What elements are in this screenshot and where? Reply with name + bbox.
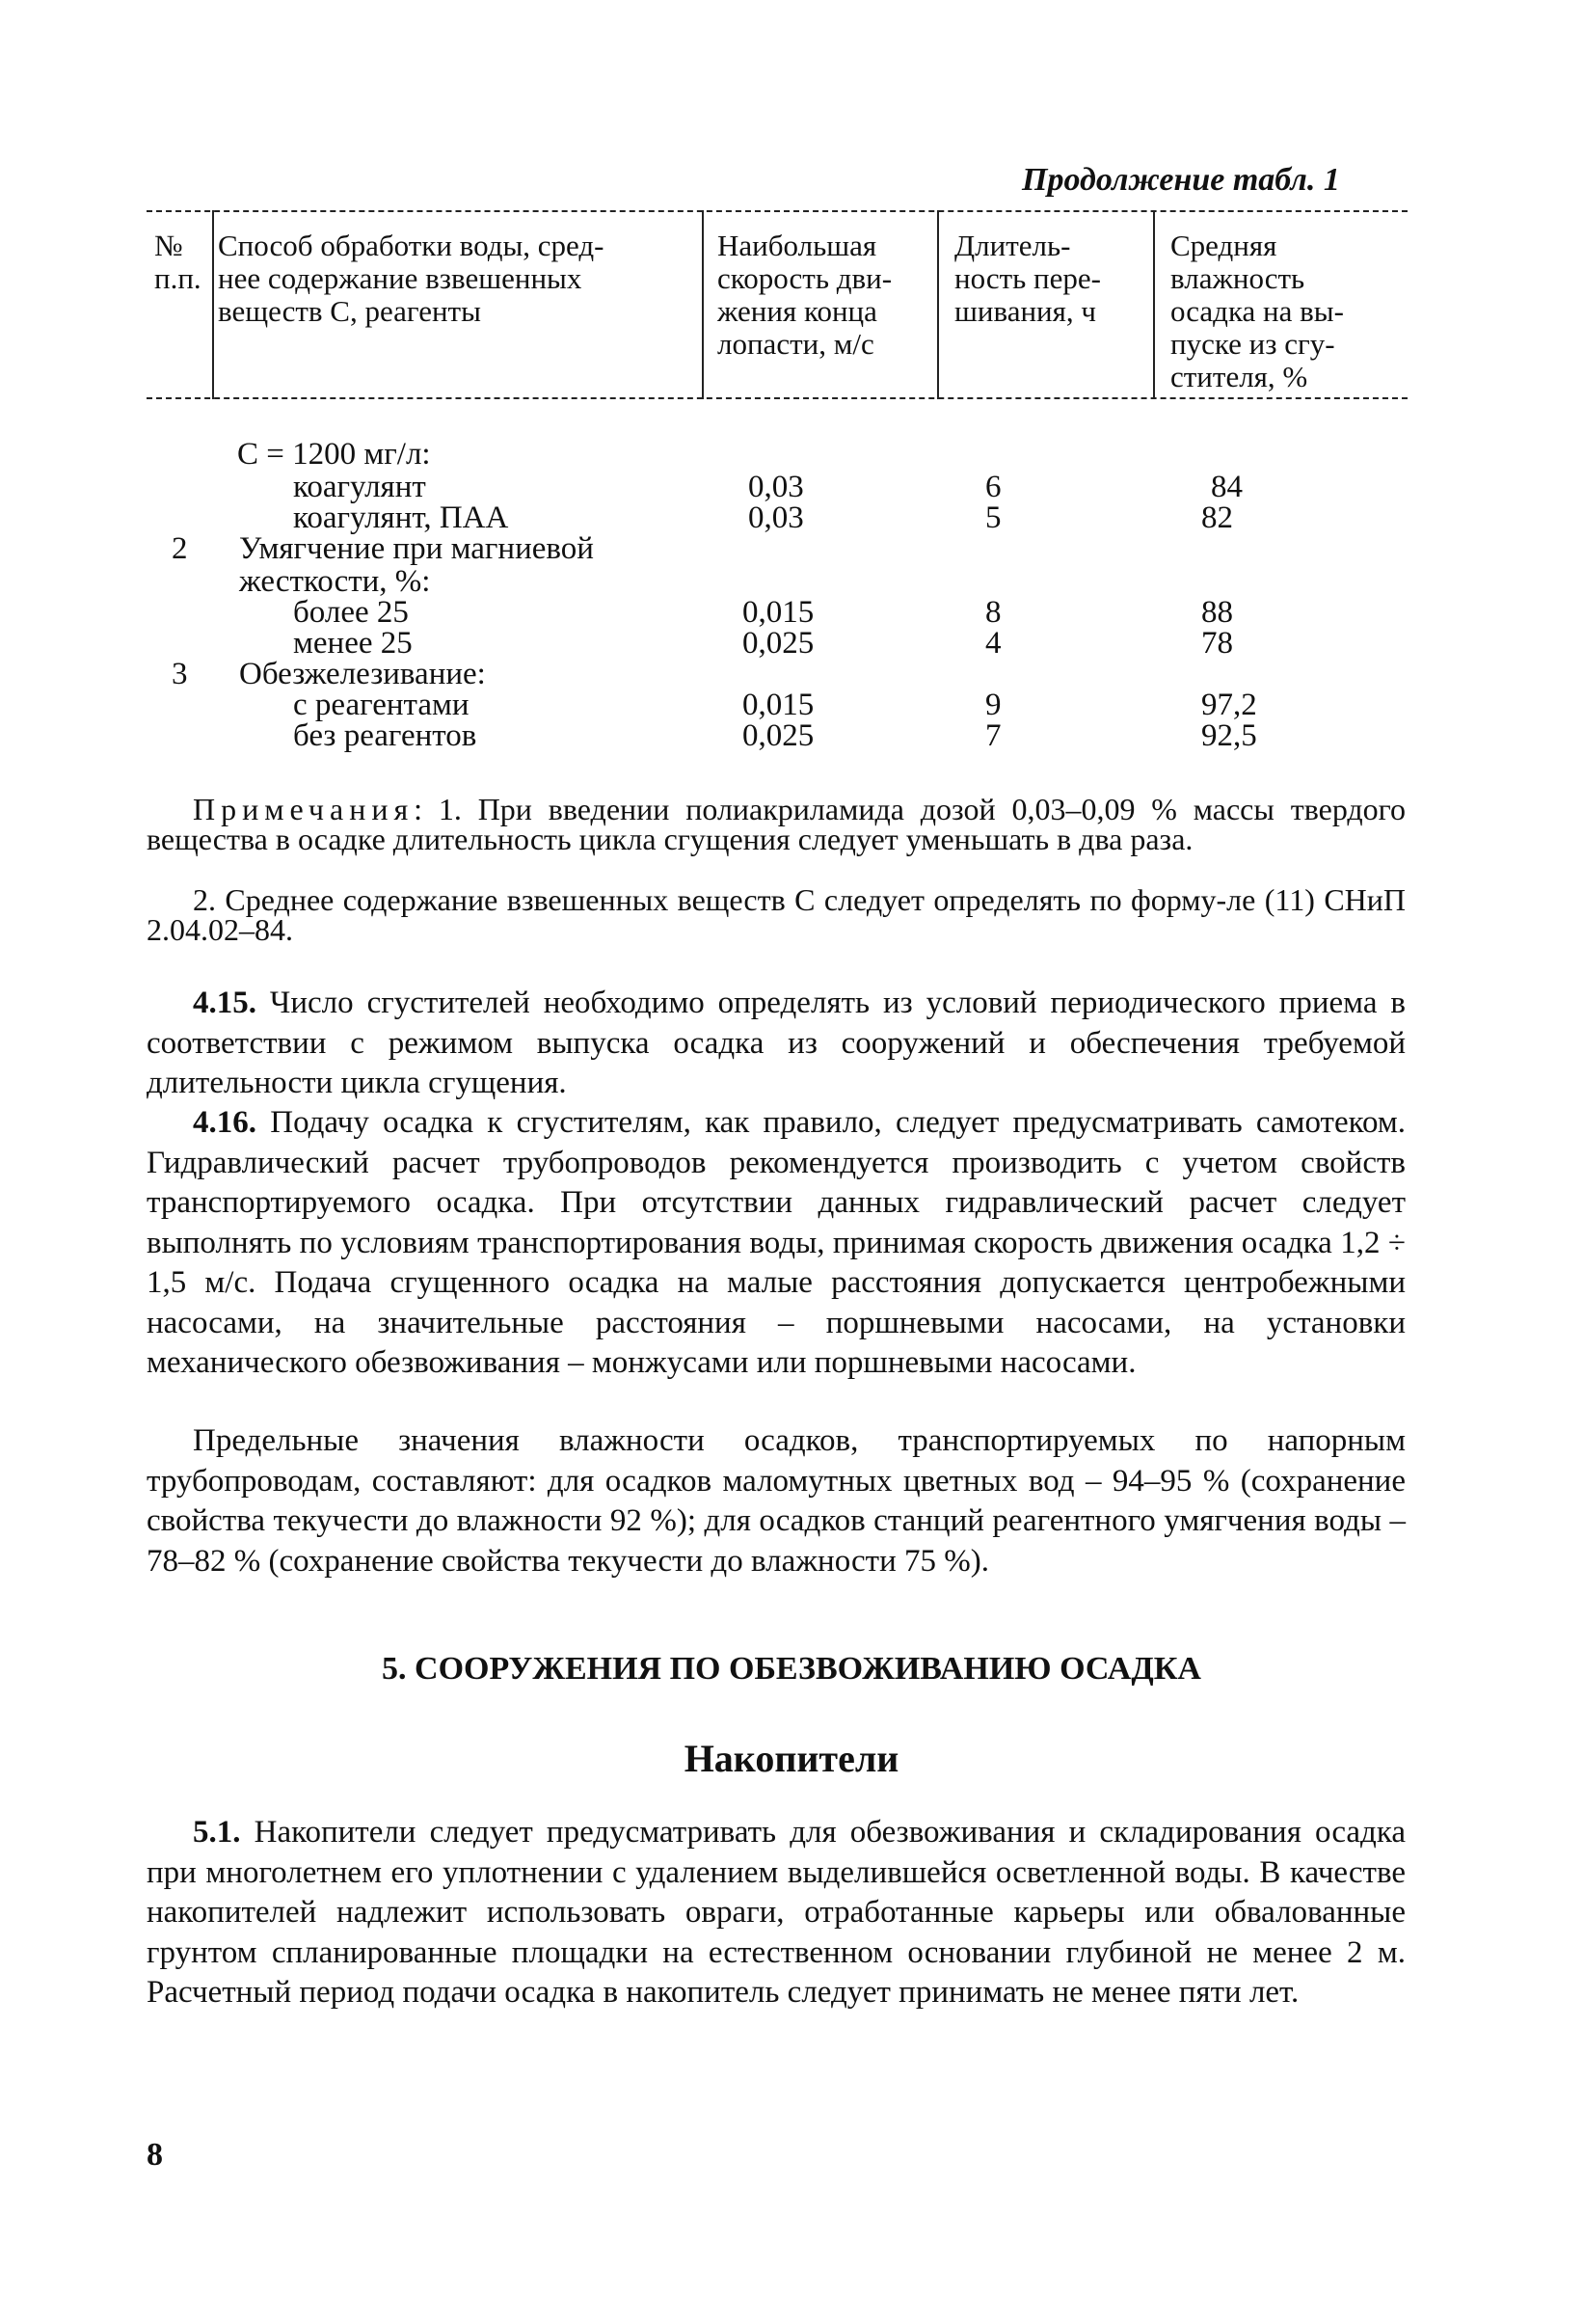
paragraph-text: Накопители следует предусматривать для обезвоживания и складирования осадка при многолетнем его уплотнении с удалением выделившейся осветленной воды. В качестве накопителей надлежит использовать овраги, отработанные карьеры или обвалованные грунтом спланированные площадки на естественном основании глубиной не менее 2 м. Расчетный период подачи осадка в накопитель следует принимать не менее пяти лет. (147, 1815, 1406, 2010)
table-cell-name: менее 25 (293, 626, 413, 661)
table-header-method: Способ обработки воды, сред- нее содержание взвешенных веществ С, реагенты (218, 229, 604, 328)
table-note-2 (147, 882, 1406, 947)
subsection-heading: Накопители (684, 1737, 899, 1780)
table-cell-name: коагулянт, ПАА (293, 500, 509, 535)
table-cell-duration: 6 (985, 470, 1002, 504)
table-header-speed: Наибольшая скорость дви- жения конца лопасти, м/с (717, 229, 893, 361)
table-header-num: № п.п. (154, 229, 201, 295)
table-cell-name: более 25 (293, 595, 409, 630)
table-cell-duration: 4 (985, 626, 1002, 661)
table-cell-name: коагулянт (293, 470, 426, 504)
table-cell-speed: 0,03 (748, 470, 804, 504)
table-column-divider (212, 210, 214, 399)
paragraph-humidity-limits (147, 1421, 1406, 1581)
table-cell-num: 2 (172, 531, 188, 566)
table-cell-name: без реагентов (293, 718, 477, 753)
table-cell-speed: 0,03 (748, 500, 804, 535)
table-header-bottom-rule (147, 397, 1408, 399)
note-1-text: : 1. При введении полиакриламида дозой 0,03–0,09 % массы твердого вещества в осадке длительность цикла сгущения следует уменьшать в два раза. (147, 792, 1406, 856)
paragraph-text: Число сгустителей необходимо определять из условий периодического приема в соответствии с режимом выпуска осадка из сооружений и обеспечения требуемой длительности цикла сгущения. (147, 986, 1406, 1100)
table-cell-humidity: 82 (1201, 500, 1233, 535)
table-cell-name: жесткости, %: (239, 564, 431, 599)
table-cell-duration: 5 (985, 500, 1002, 535)
page-number: 8 (147, 2137, 163, 2173)
table-cell-speed: 0,025 (742, 718, 815, 753)
table-column-divider (1153, 210, 1155, 399)
table-header-humidity: Средняя влажность осадка на вы- пуске из сгу- стителя, % (1170, 229, 1344, 393)
table-cell-humidity: 88 (1201, 595, 1233, 630)
table-cell-humidity: 97,2 (1201, 688, 1257, 722)
paragraph-number: 4.15. (193, 986, 256, 1020)
table-note-1 (147, 792, 1406, 856)
table-continuation-caption: Продолжение табл. 1 (1022, 162, 1340, 198)
table-cell-name: Обезжелезивание: (239, 657, 486, 691)
table-cell-duration: 8 (985, 595, 1002, 630)
table-column-divider (702, 210, 704, 399)
table-cell-speed: 0,025 (742, 626, 815, 661)
section-heading: 5. СООРУЖЕНИЯ ПО ОБЕЗВОЖИВАНИЮ ОСАДКА (382, 1651, 1201, 1687)
table-cell-duration: 9 (985, 688, 1002, 722)
table-cell-num: 3 (172, 657, 188, 691)
table-header-duration: Длитель- ность пере- шивания, ч (954, 229, 1101, 328)
table-cell-humidity: 78 (1201, 626, 1233, 661)
table-column-divider (937, 210, 939, 399)
table-cell-name: Умягчение при магниевой (239, 531, 594, 566)
table-cell-speed: 0,015 (742, 688, 815, 722)
paragraph-number: 4.16. (193, 1105, 256, 1140)
table-cell-humidity: 92,5 (1201, 718, 1257, 753)
table-cell-name: с реагентами (293, 688, 470, 722)
paragraph-4-15 (147, 984, 1406, 1104)
paragraph-4-16 (147, 1103, 1406, 1384)
notes-label: Примечания (193, 792, 415, 826)
note-2-text: 2. Среднее содержание взвешенных веществ С следует определять по форму-ле (11) СНиП 2.04.02–84. (147, 882, 1406, 947)
paragraph-number: 5.1. (193, 1815, 241, 1850)
paragraph-text: Предельные значения влажности осадков, транспортируемых по напорным трубопроводам, составляют: для осадков маломутных цветных вод – 94–95 % (сохранение свойства текучести до влажности 92 %); для осадков станций реагентного умягчения воды – 78–82 % (сохранение свойства текучести до влажности 75 %). (147, 1423, 1406, 1579)
table-cell-speed: 0,015 (742, 595, 815, 630)
table-cell-name: С = 1200 мг/л: (237, 437, 431, 472)
paragraph-text: Подачу осадка к сгустителям, как правило, следует предусматривать самотеком. Гидравлический расчет трубопроводов рекомендуется производить с учетом свойств транспортируемого осадка. При отсутствии данных гидравлический расчет следует выполнять по условиям транспортирования воды, принимая скорость движения осадка 1,2 ÷ 1,5 м/с. Подача сгущенного осадка на малые расстояния допускается центробежными насосами, на значительные расстояния – поршневыми насосами, на установки механического обезвоживания – монжусами или поршневыми насосами. (147, 1105, 1406, 1380)
paragraph-5-1 (147, 1813, 1406, 2013)
table-cell-humidity: 84 (1211, 470, 1243, 504)
table-header-top-rule (147, 210, 1408, 212)
table-cell-duration: 7 (985, 718, 1002, 753)
